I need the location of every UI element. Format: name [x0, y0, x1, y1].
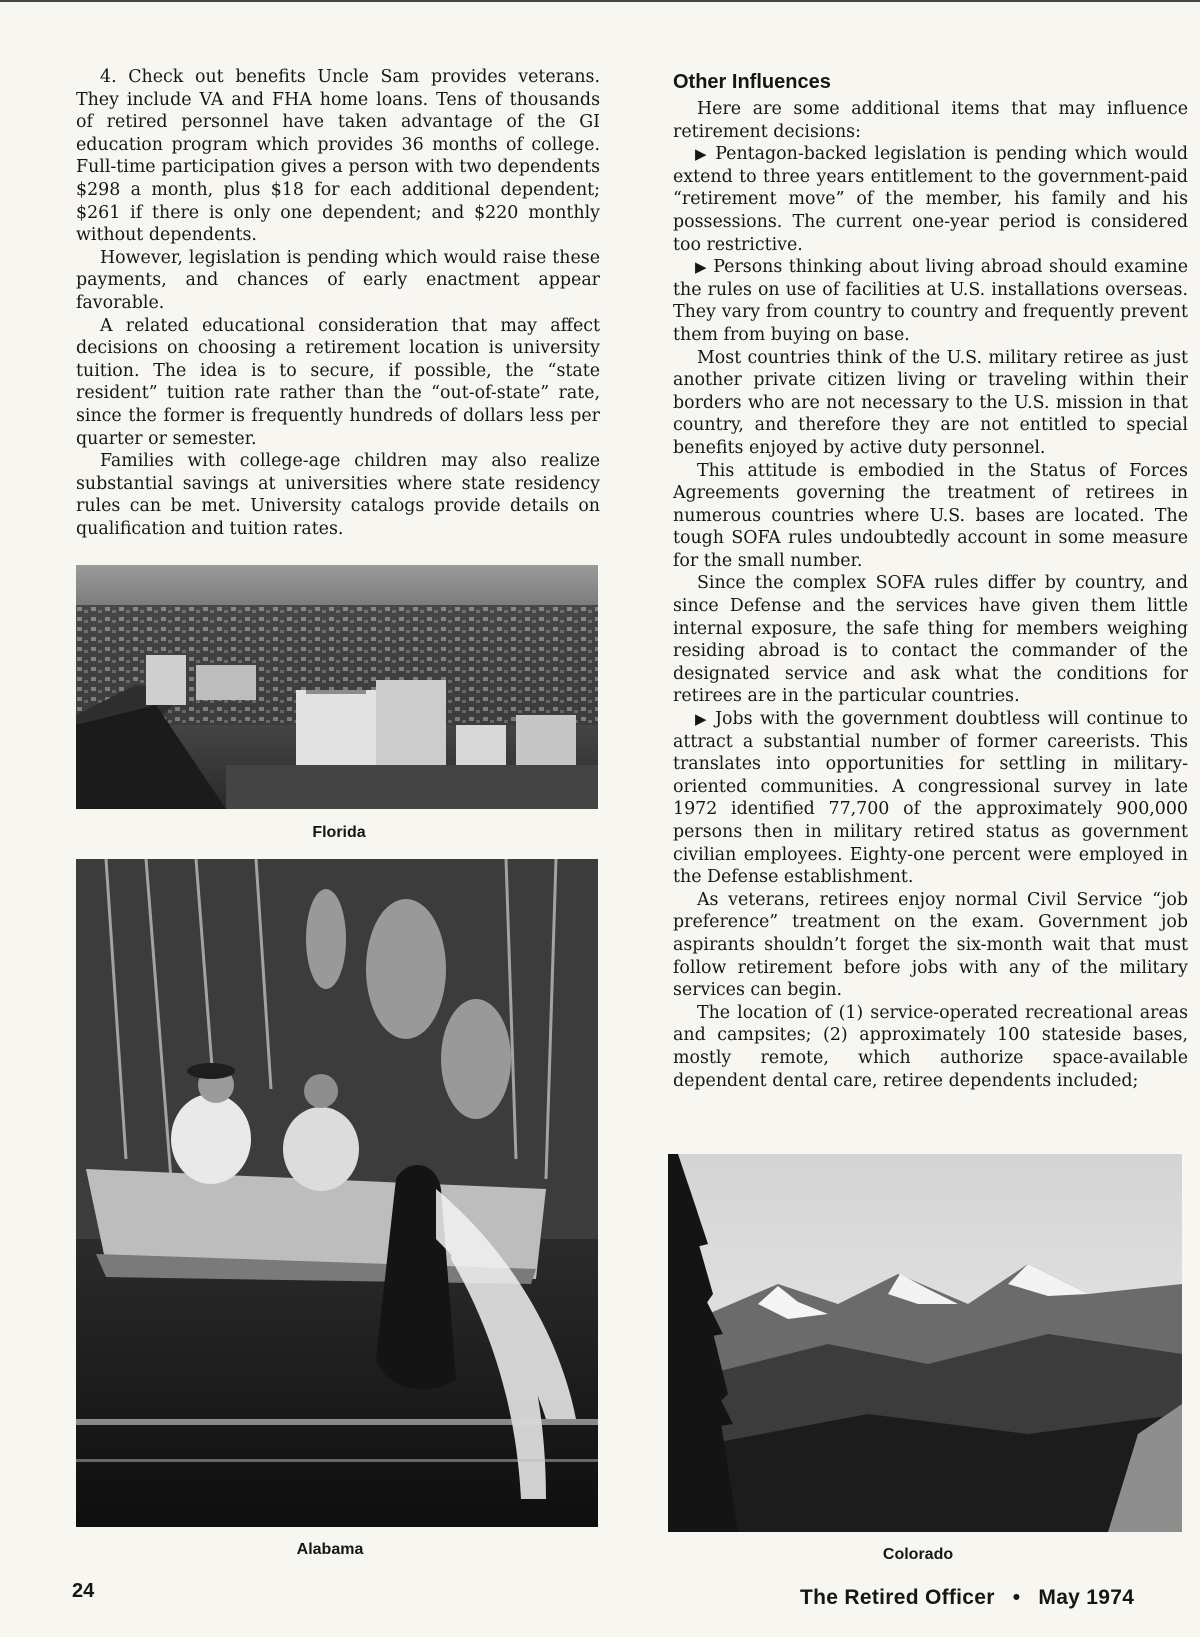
page-number: 24 [72, 1580, 95, 1602]
paragraph-college-age-children: Families with college-age children may also realize substantial savings at universities where state residency rules can be met. University catalogs provide details on qualification and tuition rates. [76, 451, 600, 539]
paragraph-job-preference: As veterans, retirees enjoy normal Civil Service “job preference” treatment on the exam. Government job aspirants shouldn’t forget the six-month wait that must follow retirement before jobs with any of the military services can begin. [673, 889, 1188, 1001]
paragraph-sofa-attitude: This attitude is embodied in the Status of Forces Agreements governing the treatment of retirees in numerous countries where U.S. bases are located. The tough SOFA rules undoubtedly account in some measure for the small number. [673, 460, 1188, 571]
paragraph-sofa-rules: Since the complex SOFA rules differ by country, and since Defense and the services have given them little internal exposure, the safe thing for members weighing residing abroad is to contact the commander of the designated service and ask what the conditions for retirees are in the particular countries. [673, 573, 1188, 707]
caption-colorado: Colorado [882, 1546, 954, 1563]
paragraph-private-citizen: Most countries think of the U.S. military retiree as just another private citizen living or traveling within their borders who are not necessary to the U.S. mission in that country, and therefore they are not entitled to special benefits enjoyed by active duty personnel. [673, 347, 1188, 458]
caption-florida: Florida [312, 824, 366, 841]
paragraph-government-jobs: ▶ Jobs with the government doubtless will continue to attract a substantial number of former careerists. This translates into opportunities for settling in military-oriented communities. A congressional survey in late 1972 identified 77,700 of the approximately 900,000 persons then in military retired status as government civilian employees. Eighty-one percent were employed in the Defense establishment. [673, 708, 1188, 889]
left-column-text [76, 66, 600, 540]
paragraph-university-tuition: A related educational consideration that may affect decisions on choosing a retirement location is university tuition. The idea is to secure, if possible, the “state resident” tuition rate rather than the “out-of-state” rate, since the former is frequently hundreds of dollars less per quarter or semester. [76, 315, 600, 449]
paragraph-additional-items: Here are some additional items that may influence retirement decisions: [673, 99, 1188, 142]
paragraph-veteran-benefits: 4. Check out benefits Uncle Sam provides veterans. They include VA and FHA home loans. Tens of thousands of retired personnel have taken advantage of the GI education program which provides 36 months of college. Full-time participation gives a person with two dependents $298 a month, plus $18 for each additional dependent; $261 if there is only one dependent; and $220 monthly without dependents. [76, 67, 600, 246]
photo-florida [76, 565, 598, 809]
paragraph-pending-legislation: However, legislation is pending which would raise these payments, and chances of early enactment appear favorable. [76, 247, 600, 313]
paragraph-retirement-move: ▶ Pentagon-backed legislation is pending which would extend to three years entitlement to the government-paid “retirement move” of the member, his family and his possessions. The current one-year period is considered too restrictive. [673, 143, 1188, 256]
top-rule [0, 0, 1200, 2]
paragraph-location-list: The location of (1) service-operated recreational areas and campsites; (2) approximately 100 stateside bases, mostly remote, which authorize space-available dependent dental care, retiree dependents included; [673, 1002, 1188, 1091]
footer-separator: • [1012, 1586, 1021, 1609]
caption-alabama: Alabama [296, 1541, 364, 1558]
section-heading-other-influences: Other Influences [673, 71, 831, 93]
footer-publication-line [800, 1586, 1134, 1610]
right-column-text [673, 70, 1188, 1092]
issue-date: May 1974 [1038, 1586, 1135, 1609]
publication-title: The Retired Officer [800, 1586, 995, 1609]
photo-colorado [668, 1154, 1182, 1532]
paragraph-living-abroad: ▶ Persons thinking about living abroad should examine the rules on use of facilities at U.S. installations overseas. They vary from country to country and frequently prevent them from buying on base. [673, 256, 1188, 346]
photo-alabama [76, 859, 598, 1527]
